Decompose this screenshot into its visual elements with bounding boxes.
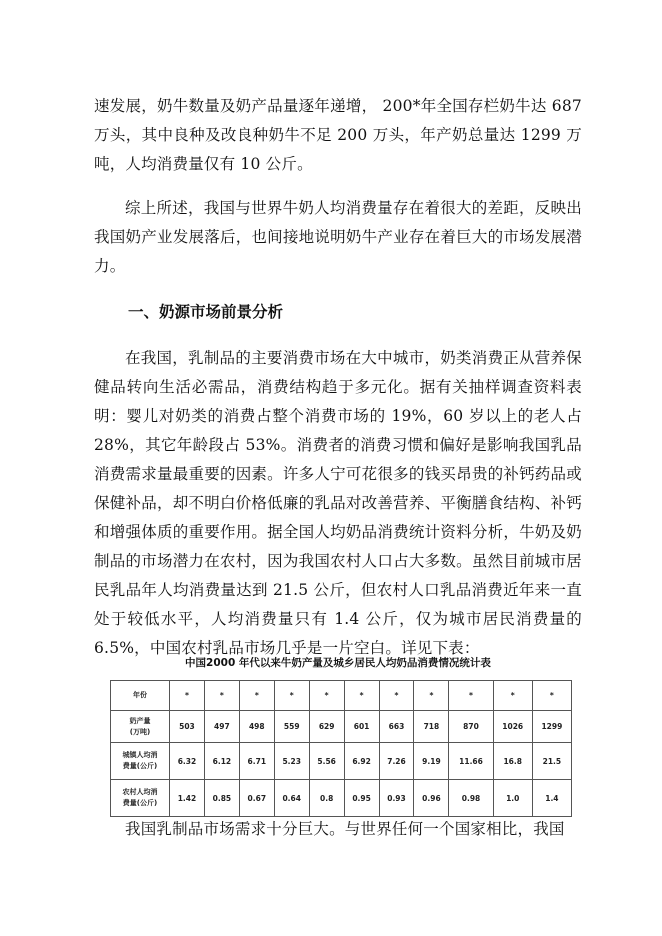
- row-label-rural: [111, 780, 170, 817]
- table-cell: 5.56: [309, 743, 344, 780]
- table-cell: *: [170, 681, 205, 711]
- table-cell: 1.4: [532, 780, 571, 817]
- table-cell: *: [532, 681, 571, 711]
- row-label-text: 城镇人均消: [122, 751, 158, 759]
- table-cell: 21.5: [532, 743, 571, 780]
- row-label-text: 奶产量: [129, 716, 151, 725]
- table-cell: 6.71: [239, 743, 274, 780]
- table-cell: 11.66: [449, 743, 493, 780]
- table-cell: *: [344, 681, 379, 711]
- table-cell: 0.64: [274, 780, 309, 817]
- table-cell: *: [239, 681, 274, 711]
- table-cell: 7.26: [379, 743, 414, 780]
- section-heading: 一、奶源市场前景分析: [128, 302, 284, 321]
- table-cell: 629: [309, 711, 344, 743]
- table-cell: 870: [449, 711, 493, 743]
- row-label-unit: 费量(公斤): [122, 799, 158, 807]
- table-cell: *: [309, 681, 344, 711]
- table-cell: *: [414, 681, 449, 711]
- table-cell: 0.96: [414, 780, 449, 817]
- table-row-urban-consumption: [111, 743, 572, 780]
- table-row-production: [111, 711, 572, 743]
- table-cell: 0.95: [344, 780, 379, 817]
- table-title: 中国2000 年代以来牛奶产量及城乡居民人均奶品消费情况统计表: [185, 657, 491, 669]
- table-cell: 0.8: [309, 780, 344, 817]
- table-cell: 498: [239, 711, 274, 743]
- table-cell: *: [204, 681, 239, 711]
- table-cell: 663: [379, 711, 414, 743]
- table-cell: 503: [170, 711, 205, 743]
- row-label-text: 农村人均消: [122, 788, 158, 796]
- table-cell: *: [493, 681, 532, 711]
- row-label-urban: [111, 743, 170, 780]
- row-label-unit: (万吨): [129, 727, 151, 736]
- table-cell: 16.8: [493, 743, 532, 780]
- paragraph-demand: 我国乳制品市场需求十分巨大。与世界任何一个国家相比，我国: [125, 820, 565, 838]
- table-row-year: [111, 681, 572, 711]
- table-cell: *: [449, 681, 493, 711]
- table-cell: 1026: [493, 711, 532, 743]
- table-cell: *: [379, 681, 414, 711]
- table-cell: 6.32: [170, 743, 205, 780]
- table-cell: 6.12: [204, 743, 239, 780]
- row-label-production: [111, 711, 170, 743]
- table-cell: 0.98: [449, 780, 493, 817]
- table-cell: 0.93: [379, 780, 414, 817]
- table-cell: 601: [344, 711, 379, 743]
- table-cell: 497: [204, 711, 239, 743]
- paragraph-summary: 综上所述，我国与世界牛奶人均消费量存在着很大的差距，反映出我国奶产业发展落后，也间接地说明奶牛产业存在着巨大的市场发展潜力。: [94, 199, 582, 275]
- table-cell: 6.92: [344, 743, 379, 780]
- table-cell: 1.0: [493, 780, 532, 817]
- paragraph-market-analysis: 在我国，乳制品的主要消费市场在大中城市，奶类消费正从营养保健品转向生活必需品，消费结构趋于多元化。据有关抽样调查资料表明：婴儿对奶类的消费占整个消费市场的 19%，60 岁以上的老人占 28%，其它年龄段占 53%。消费者的消费习惯和偏好是影响我国乳品消费需求量最重要的因素。许多人宁可花很多的钱买昂贵的补钙药品或保健补品，却不明白价格低廉的乳品对改善营养、平衡膳食结构、补钙和增强体质的重要作用。据全国人均奶品消费统计资料分析，牛奶及奶制品的市场潜力在农村，因为我国农村人口占大多数。虽然目前城市居民乳品年人均消费量达到 21.5 公斤，但农村人口乳品消费近年来一直处于较低水平，人均消费量只有 1.4 公斤，仅为城市居民消费量的 6.5%，中国农村乳品市场几乎是一片空白。详见下表：: [94, 349, 582, 657]
- table-cell: 5.23: [274, 743, 309, 780]
- table-cell: 559: [274, 711, 309, 743]
- row-label-text: 年份: [133, 691, 147, 699]
- paragraph-dairy-growth: 速发展，奶牛数量及奶产品量逐年递增， 200*年全国存栏奶牛达 687 万头，其中良种及改良种奶牛不足 200 万头，年产奶总量达 1299 万吨，人均消费量仅有 10 公斤。: [94, 97, 582, 173]
- table-cell: 0.85: [204, 780, 239, 817]
- table-cell: 0.67: [239, 780, 274, 817]
- table-cell: *: [274, 681, 309, 711]
- table-cell: 1.42: [170, 780, 205, 817]
- table-row-rural-consumption: [111, 780, 572, 817]
- consumption-stats-table: [110, 680, 572, 817]
- row-label-year: [111, 681, 170, 711]
- table-cell: 9.19: [414, 743, 449, 780]
- table-cell: 718: [414, 711, 449, 743]
- row-label-unit: 费量(公斤): [122, 762, 158, 770]
- table-cell: 1299: [532, 711, 571, 743]
